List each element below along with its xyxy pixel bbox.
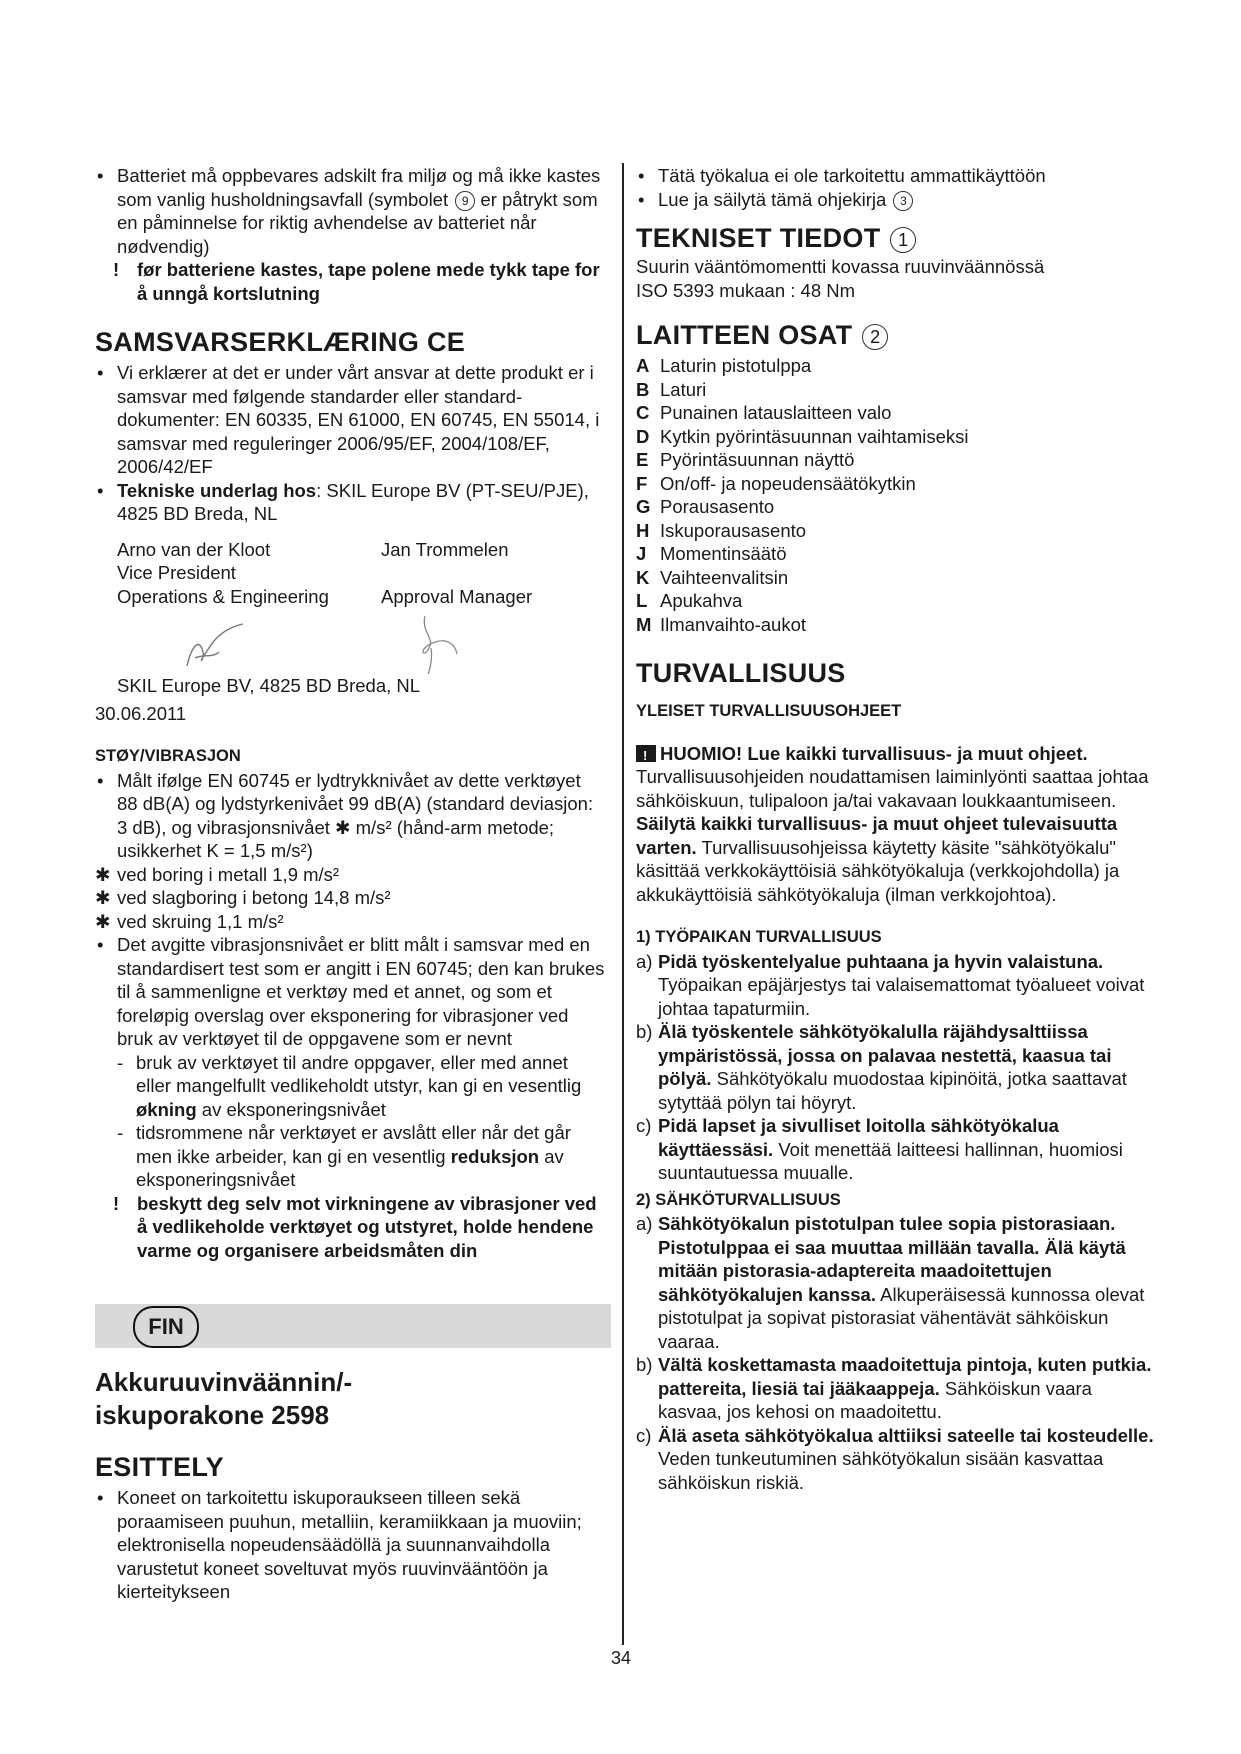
noise-heading: STØY/VIBRASJON <box>95 747 241 765</box>
part-item: A Laturin pistotulppa <box>636 355 812 376</box>
part-item: E Pyörintäsuunnan näyttö <box>636 449 855 470</box>
symbol-2-icon: 2 <box>862 324 888 350</box>
conformity-heading: SAMSVARSERKLÆRING CE <box>95 327 466 357</box>
fin-badge: FIN <box>133 1306 199 1348</box>
parts-list <box>636 354 1156 636</box>
signature-images <box>95 608 595 674</box>
pro-use-bullet: • Tätä työkalua ei ole tarkoitettu ammattikäyttöön <box>636 164 1156 188</box>
electrical-safety-heading: 2) SÄHKÖTURVALLISUUS <box>636 1190 841 1209</box>
company-line: SKIL Europe BV, 4825 BD Breda, NL <box>117 675 421 696</box>
tech-text-2: ISO 5393 mukaan : 48 Nm <box>636 279 856 301</box>
symbol-1-icon: 1 <box>890 227 916 253</box>
elec-item: b) Vältä koskettamasta maadoitettuja pintoja, kuten putkia. pattereita, liesiä tai jääkaappeja. Sähköiskun vaara kasvaa, jos kehosi on maadoitettu. <box>636 1354 1152 1422</box>
general-safety-heading: YLEISET TURVALLISUUSOHJEET <box>636 702 902 720</box>
language-bar <box>95 1304 611 1348</box>
parts-heading: LAITTEEN OSAT 2 <box>636 318 1156 352</box>
manual-bullet: • Lue ja säilytä tämä ohjekirja 3 <box>636 188 1156 212</box>
right-column <box>636 164 1156 1494</box>
warning-triangle-icon <box>636 745 656 762</box>
signer-2: Jan Trommelen Approval Manager <box>381 538 533 607</box>
part-item: M Ilmanvaihto-aukot <box>636 613 807 635</box>
page-number: 34 <box>611 1648 632 1668</box>
signatories <box>117 538 605 609</box>
part-item: B Laturi <box>636 378 707 400</box>
work-item: a) Pidä työskentelyalue puhtaana ja hyvin valaistuna. Työpaikan epäjärjestys tai valaisemattomat työalueet voivat johtaa tapaturmiin. <box>636 950 1145 1019</box>
symbol-9-icon: 9 <box>455 191 475 211</box>
conformity-bullet: • Vi erklærer at det er under vårt ansvar at dette produkt er i samsvar med følgende standarder eller standard-dokumenter: EN 60335, EN 61000, EN 60745, EN 55014, i samsvar med reguleringer 2006/95/EF, 2004/108/EF, 2006/42/EF <box>95 361 605 479</box>
keep-paragraph: Säilytä kaikki turvallisuus- ja muut ohjeet tulevaisuutta varten. Turvallisuusohjeissa käytetty käsite "sähkötyökalu" käsittää verkkokäyttöisiä sähkötyökaluja (verkkojohdolla) ja akkukäyttöisiä sähkötyökaluja (ilman verkkojohtoa). <box>636 813 1120 905</box>
symbol-3-icon: 3 <box>893 191 913 211</box>
part-item: C Punainen latauslaitteen valo <box>636 402 892 423</box>
ce-mark-icon: CE <box>426 327 466 357</box>
intro-bullet: • Koneet on tarkoitettu iskuporaukseen tilleen sekä poraamiseen puuhun, metalliin, keramiikkaan ja muoviin; elektronisella nopeudensäädöllä ja suunnanvaihdolla varustetut koneet soveltuvat myös ruuvinvääntöön ja kierteitykseen <box>95 1486 605 1604</box>
left-column <box>95 164 605 1604</box>
dash-item: - bruk av verktøyet til andre oppgaver, eller med annet eller mangelfullt vedlikeholdt utstyr, kan gi en vesentlig økning av eksponeringsnivået <box>117 1051 582 1120</box>
part-item: H Iskuporausasento <box>636 519 807 541</box>
protect-note: ! beskytt deg selv mot virkningene av vibrasjoner ved å vedlikeholde verktøyet og utstyret, holde hendene varme og organisere arbeidsmåten din <box>113 1192 597 1261</box>
vib-item: ✱ ved slagboring i betong 14,8 m/s² <box>95 887 391 908</box>
vib-item: ✱ ved skruing 1,1 m/s² <box>95 910 284 932</box>
intro-heading: ESITTELY <box>95 1452 224 1482</box>
part-item: K Vaihteenvalitsin <box>636 566 789 588</box>
work-item: b) Älä työskentele sähkötyökalulla räjähdysalttiissa ympäristössä, jossa on palavaa nestettä, kaasua tai pölyä. Sähkötyökalu muodostaa kipinöitä, jotka saattavat sytyttää pölyn tai höyryt. <box>636 1021 1127 1113</box>
column-divider <box>622 163 624 1645</box>
tech-heading: TEKNISET TIEDOT 1 <box>636 221 1156 255</box>
work-safety-heading: 1) TYÖPAIKAN TURVALLISUUS <box>636 928 882 946</box>
signature-1 <box>187 624 243 666</box>
work-item: c) Pidä lapset ja sivulliset loitolla sähkötyökalua käyttäessäsi. Voit menettää laitteesi hallinnan, huomiosi suuntautuessa muualle. <box>636 1115 1123 1183</box>
elec-item: a) Sähkötyökalun pistotulpan tulee sopia pistorasiaan. Pistotulppaa ei saa muuttaa millään tavalla. Älä käytä mitään pistorasia-adaptereita maadoitettujen sähkötyökalujen kanssa. Alkuperäisessä kunnossa olevat pistotulpat ja sopivat pistorasiat vähentävät sähköiskun vaaraa. <box>636 1213 1145 1352</box>
signer-1: Arno van der Kloot Vice President Operations & Engineering <box>117 538 329 607</box>
battery-bullet: • Batteriet må oppbevares adskilt fra miljø og må ikke kastes som vanlig husholdningsavfall (symbolet 9 er påtrykt som en påminnelse for riktig avhendelse av batteriet når nødvendig) <box>95 164 605 258</box>
noise-bullet: • Målt ifølge EN 60745 er lydtrykknivået av dette verktøyet 88 dB(A) og lydstyrkenivået 99 dB(A) (standard deviasjon: 3 dB), og vibrasjonsnivået ✱ m/s² (hånd-arm metode; usikkerhet K = 1,5 m/s²) <box>95 769 605 863</box>
signatures-area <box>95 608 605 674</box>
part-item: D Kytkin pyörintäsuunnan vaihtamiseksi <box>636 425 969 447</box>
warning-paragraph: !HUOMIO! Lue kaikki turvallisuus- ja muut ohjeet. Turvallisuusohjeiden noudattamisen laiminlyönti saattaa johtaa sähköiskuun, tulipaloon ja/tai vakavaan loukkaantumiseen. <box>636 742 1156 813</box>
declaration-date: 30.06.2011 <box>95 702 187 724</box>
dash-item: - tidsrommene når verktøyet er avslått eller når det går men ikke arbeider, kan gi en vesentlig reduksjon av eksponeringsnivået <box>117 1122 571 1190</box>
signature-2 <box>423 616 457 674</box>
elec-item: c) Älä aseta sähkötyökalua alttiiksi sateelle tai kosteudelle. Veden tunkeutuminen sähkötyökalun sisään kasvattaa sähköiskun riskiä. <box>636 1424 1154 1493</box>
part-item: F On/off- ja nopeudensäätökytkin <box>636 472 916 494</box>
tech-docs-bullet: • Tekniske underlag hos: SKIL Europe BV (PT-SEU/PJE), 4825 BD Breda, NL <box>95 479 605 526</box>
product-title: Akkuruuvinväännin/- iskuporakone 2598 <box>95 1367 353 1430</box>
battery-note: ! før batteriene kastes, tape polene mede tykk tape for å unngå kortslutning <box>113 259 600 304</box>
vibration-list <box>95 863 605 934</box>
vib-bullet: • Det avgitte vibrasjonsnivået er blitt målt i samsvar med en standardisert test som er angitt i EN 60745; den kan brukes til å sammenligne et verktøy med et annet, og som et foreløpig overslag over eksponering for vibrasjoner ved bruk av verktøyet til de oppgavene som er nevnt <box>95 933 605 1051</box>
vib-item: ✱ ved boring i metall 1,9 m/s² <box>95 863 340 885</box>
safety-heading: TURVALLISUUS <box>636 658 846 688</box>
part-item: L Apukahva <box>636 590 743 611</box>
part-item: J Momentinsäätö <box>636 543 787 564</box>
tech-text-1: Suurin vääntömomentti kovassa ruuvinväännössä <box>636 256 1045 277</box>
part-item: G Porausasento <box>636 496 775 517</box>
